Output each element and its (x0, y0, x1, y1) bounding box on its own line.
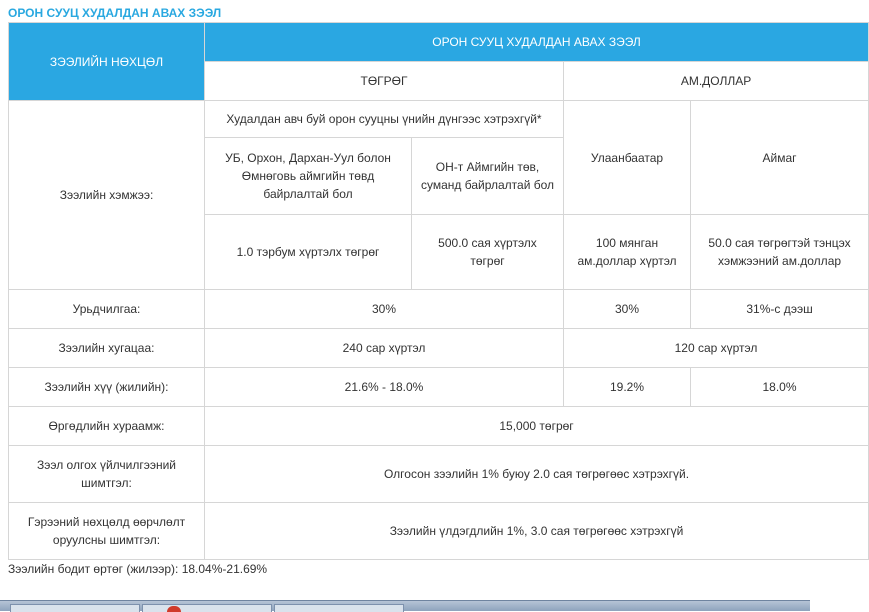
down-payment-usd-ub: 30% (564, 290, 691, 329)
amount-mnt-ub-header: УБ, Орхон, Дархан-Уул болон Өмнөговь аймгийн төвд байрлалтай бол (205, 138, 412, 215)
rate-usd-ub: 19.2% (564, 368, 691, 407)
amount-usd-aimag-value: 50.0 сая төгрөгтэй тэнцэх хэмжээний ам.доллар (691, 215, 869, 290)
rate-usd-aimag: 18.0% (691, 368, 869, 407)
down-payment-mnt: 30% (205, 290, 564, 329)
change-fee-label: Гэрээний нөхцөлд өөрчлөлт оруулсны шимтгэл: (9, 503, 205, 560)
rate-mnt: 21.6% - 18.0% (205, 368, 564, 407)
page-title: ОРОН СУУЦ ХУДАЛДАН АВАХ ЗЭЭЛ (8, 6, 222, 20)
amount-mnt-ub-value: 1.0 тэрбум хүртэлх төгрөг (205, 215, 412, 290)
main-header: ОРОН СУУЦ ХУДАЛДАН АВАХ ЗЭЭЛ (205, 23, 869, 62)
amount-usd-ub-header: Улаанбаатар (564, 101, 691, 215)
taskbar-button[interactable] (274, 604, 404, 612)
rate-label: Зээлийн хүү (жилийн): (9, 368, 205, 407)
taskbar (0, 600, 810, 611)
amount-label: Зээлийн хэмжээ: (9, 101, 205, 290)
currency-mnt-header: ТӨГРӨГ (205, 62, 564, 101)
service-fee-value: Олгосон зээлийн 1% буюу 2.0 сая төгрөгөөс хэтрэхгүй. (205, 446, 869, 503)
taskbar-button[interactable] (10, 604, 140, 612)
currency-usd-header: АМ.ДОЛЛАР (564, 62, 869, 101)
service-fee-label: Зээл олгох үйлчилгээний шимтгэл: (9, 446, 205, 503)
down-payment-usd-aimag: 31%-с дээш (691, 290, 869, 329)
filing-fee-label: Өргөдлийн хураамж: (9, 407, 205, 446)
term-label: Зээлийн хугацаа: (9, 329, 205, 368)
filing-fee-value: 15,000 төгрөг (205, 407, 869, 446)
amount-usd-aimag-header: Аймаг (691, 101, 869, 215)
amount-note: Худалдан авч буй орон сууцны үнийн дүнгээс хэтрэхгүй* (205, 101, 564, 138)
taskbar-browser-button[interactable] (142, 604, 272, 612)
amount-mnt-aimag-header: ОН-т Аймгийн төв, суманд байрлалтай бол (412, 138, 564, 215)
conditions-header: ЗЭЭЛИЙН НӨХЦӨЛ (9, 23, 205, 101)
browser-icon (167, 606, 181, 612)
amount-usd-ub-value: 100 мянган ам.доллар хүртэл (564, 215, 691, 290)
term-usd: 120 сар хүртэл (564, 329, 869, 368)
term-mnt: 240 сар хүртэл (205, 329, 564, 368)
change-fee-value: Зээлийн үлдэгдлийн 1%, 3.0 сая төгрөгөөс хэтрэхгүй (205, 503, 869, 560)
loan-conditions-table (8, 22, 869, 560)
amount-mnt-aimag-value: 500.0 сая хүртэлх төгрөг (412, 215, 564, 290)
real-cost-footnote: Зээлийн бодит өртөг (жилээр): 18.04%-21.69% (8, 562, 268, 576)
down-payment-label: Урьдчилгаа: (9, 290, 205, 329)
